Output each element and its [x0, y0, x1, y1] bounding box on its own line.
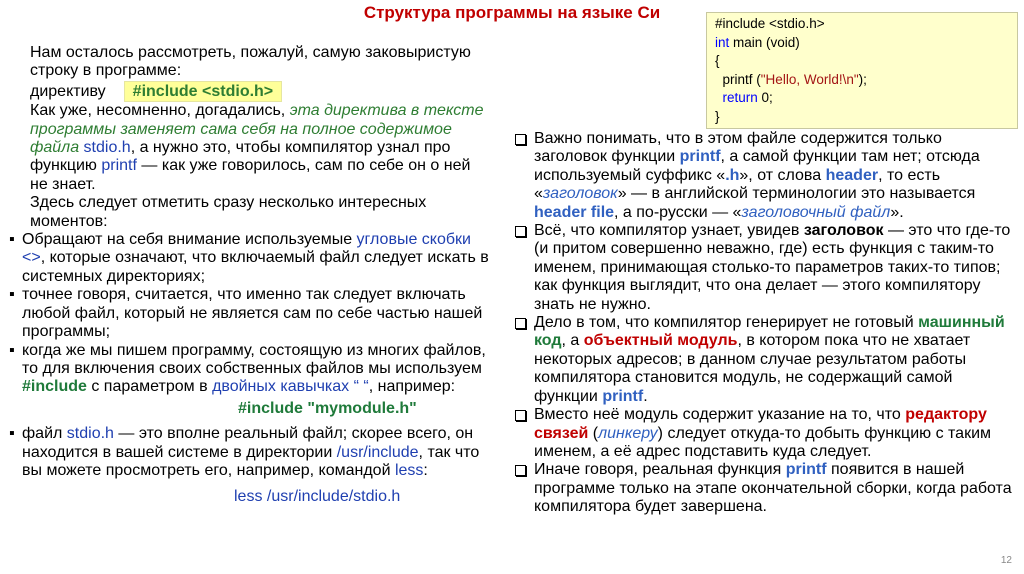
code-line-open-brace: {: [715, 53, 720, 69]
text: ».: [890, 203, 904, 221]
checkbox-item-header: [512, 130, 1017, 222]
code-example-box: [706, 12, 1018, 129]
text: Иначе говоря, реальная функция: [534, 461, 782, 479]
include-mymodule-example: #include "mymodule.h": [238, 399, 417, 417]
bullet-own-files: [8, 342, 490, 397]
text: , которые означают, что включаемый файл следует искать в системных директориях;: [22, 249, 489, 285]
text: , например:: [368, 378, 456, 396]
bullet-include-any-file: ▪ точнее говоря, считается, что именно так следует включать любой файл, который не является сам по себе частью нашей программы;: [8, 286, 490, 341]
object-module-term: объектный модуль: [583, 332, 738, 350]
text: когда же мы пишем программу, состоящую из многих файлов, то для включения своих собственных файлов мы используем: [22, 341, 486, 377]
include-keyword: #include: [22, 378, 87, 396]
paragraph-directive: [8, 83, 490, 101]
printf-name: printf: [785, 461, 827, 479]
printf-name: printf: [679, 148, 721, 166]
text: Как уже, несомненно, догадались,: [30, 102, 286, 120]
text: , то есть «: [534, 166, 941, 203]
text: , в котором пока что не хватает некоторых адресов; в данном случае результатом работы компилятора становится модуль, не содержащий самой функции: [534, 332, 971, 405]
directive-definition: эта директива в тексте программы заменяет сама себя на полное содержимое файла: [30, 102, 484, 157]
text: , так что вы можете просмотреть его, например, командой: [22, 443, 480, 479]
code-line-return: [715, 89, 1009, 108]
linker-term: линкеру: [598, 424, 658, 442]
text: Дело в том, что компилятор генерирует не готовый: [534, 314, 914, 332]
include-highlight: #include <stdio.h>: [124, 81, 282, 102]
text: Всё, что компилятор узнает, увидев: [534, 222, 800, 240]
code-line-main: [715, 34, 1009, 53]
paragraph-moments: Здесь следует отметить сразу несколько интересных моментов:: [30, 194, 427, 230]
directive-label: директиву: [30, 82, 106, 100]
text: — это вполне реальный файл; скорее всего, он находится в вашей системе в директории: [22, 425, 474, 461]
text: , а самой функции там нет; отсюда используемый суффикс «: [534, 148, 980, 184]
code-text: 0;: [757, 90, 773, 106]
checkbox-item-linker: [512, 406, 1017, 461]
code-keyword-return: return: [715, 90, 758, 106]
code-line-printf: [715, 71, 1009, 90]
h-suffix: .h: [725, 166, 740, 184]
text: Обращают на себя внимание используемые: [22, 231, 353, 249]
paragraph-intro: Нам осталось рассмотреть, пожалуй, самую заковыристую строку в программе:: [30, 44, 471, 80]
text: (: [592, 424, 599, 442]
text: :: [423, 461, 428, 479]
double-quotes-term: двойных кавычках “ “: [212, 378, 369, 396]
angle-brackets-term: угловые скобки <>: [22, 231, 471, 267]
printf-name: printf: [602, 387, 644, 405]
bullet-angle-brackets: [8, 231, 490, 286]
less-command: less: [394, 461, 424, 479]
right-column: [512, 130, 1017, 517]
code-text: );: [858, 71, 867, 87]
text: — как уже говорилось, сам по себе он о ней не знает.: [30, 157, 471, 193]
checkbox-item-final-build: [512, 461, 1017, 516]
zagolovok-term: заголовок: [542, 185, 618, 203]
text: , а: [561, 332, 580, 350]
header-word: header: [825, 166, 879, 184]
less-command-example: less /usr/include/stdio.h: [234, 488, 401, 506]
page-number: 12: [1000, 555, 1012, 566]
text: , а по-русски — «: [614, 203, 742, 221]
code-text: main (void): [729, 34, 800, 50]
left-column: [8, 44, 490, 507]
text: Важно понимать, что в этом файле содержится только заголовок функции: [534, 130, 942, 166]
text: .: [643, 387, 648, 405]
text: — это что где-то (и притом совершенно неважно, где) есть функция с таким-то именем, принимающая столько-то параметров таких-то типов; как функция выглядит, что она делает — этого компилятору знать не нужно.: [534, 222, 1011, 313]
code-string: "Hello, World!\n": [760, 71, 859, 87]
text: » — в английской терминологии это называется: [617, 185, 976, 203]
text: Вместо неё модуль содержит указание на то, что: [534, 406, 901, 424]
code-text: printf (: [715, 71, 761, 87]
text: », от слова: [739, 166, 822, 184]
checkbox-item-compiler-knows: [512, 222, 1017, 314]
zagolovok-bold: заголовок: [803, 222, 884, 240]
code-line-include: #include <stdio.h>: [715, 16, 825, 31]
text: , а нужно это, чтобы компилятор узнал про функцию: [30, 139, 451, 175]
stdio-filename: stdio.h: [66, 425, 114, 443]
header-file-term: header file: [534, 203, 615, 221]
stdio-filename: stdio.h: [83, 139, 131, 157]
usr-include-path: /usr/include: [336, 443, 419, 461]
slide-title: Структура программы на языке Си: [363, 3, 661, 22]
bullet-stdio-file: [8, 425, 490, 480]
checkbox-item-object-module: [512, 314, 1017, 406]
text: с параметром в: [91, 378, 208, 396]
text: ) следует откуда-то добыть функцию с таким именем, а её адрес подставить куда следует.: [534, 424, 992, 460]
code-line-close-brace: }: [715, 108, 720, 124]
machine-code-term: машинный код: [534, 314, 1005, 350]
code-keyword-int: int: [715, 34, 730, 50]
text: появится в нашей программе только на этапе окончательной сборки, когда работа компилятора будет завершена.: [534, 461, 1012, 516]
text: файл: [22, 425, 63, 443]
paragraph-explanation: [8, 102, 490, 194]
linker-editor-term: редактору связей: [534, 406, 987, 442]
printf-name: printf: [101, 157, 137, 175]
header-file-russian: заголовочный файл: [741, 203, 891, 221]
